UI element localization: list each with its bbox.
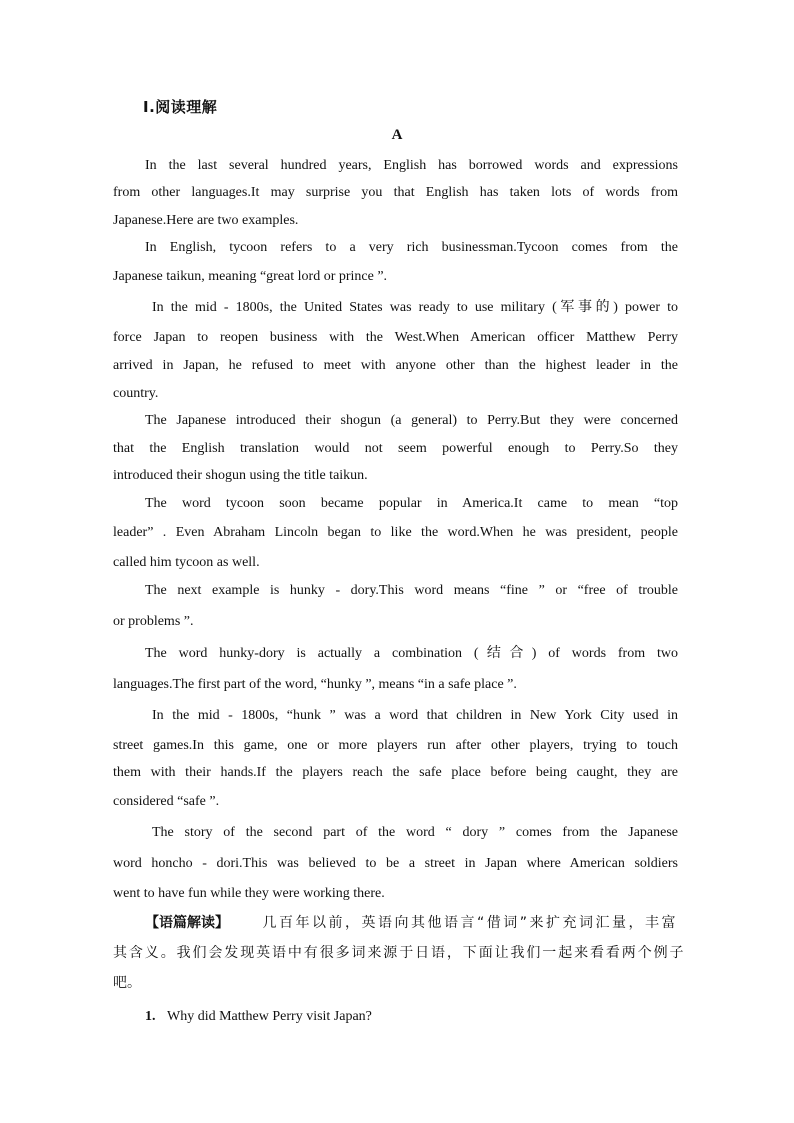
interpretation-line-3: 吧。 <box>113 975 141 991</box>
interpretation-line-2: 其含义。我们会发现英语中有很多词来源于日语，下面让我们一起来看看两个例子 <box>113 945 686 961</box>
question-1 <box>145 1008 678 1026</box>
passage-line: considered “safe ”. <box>113 794 220 809</box>
passage-line: or problems ”. <box>113 614 194 629</box>
interpretation-line-1 <box>145 914 678 932</box>
question-text: Why did Matthew Perry visit Japan? <box>167 1009 372 1024</box>
passage-line: word honcho - dori.This was believed to be a street in Japan where American soldiers <box>113 856 678 871</box>
passage-line: went to have fun while they were working there. <box>113 886 385 901</box>
passage-line: force Japan to reopen business with the West.When American officer Matthew Perry <box>113 330 678 345</box>
passage-letter: A <box>391 127 403 143</box>
interpretation-label: 【语篇解读】 <box>145 915 229 931</box>
passage-line: that the English translation would not seem powerful enough to Perry.So they <box>113 441 678 456</box>
interpretation-text: 几百年以前，英语向其他语言“借词”来扩充词汇量，丰富 <box>262 915 678 931</box>
passage-line: introduced their shogun using the title taikun. <box>113 468 368 483</box>
passage-line: The word tycoon soon became popular in America.It came to mean “top <box>145 496 678 511</box>
passage-line: from other languages.It may surprise you that English has taken lots of words from <box>113 185 678 200</box>
passage-line: Japanese taikun, meaning “great lord or prince ”. <box>113 269 388 284</box>
passage-line: languages.The first part of the word, “hunky ”, means “in a safe place ”. <box>113 677 517 692</box>
passage-line: called him tycoon as well. <box>113 555 260 570</box>
passage-line: In the mid - 1800s, the United States was ready to use military (军事的) power to <box>152 300 678 315</box>
passage-line: The next example is hunky - dory.This word means “fine ” or “free of trouble <box>145 583 678 598</box>
passage-line: Japanese.Here are two examples. <box>113 213 299 228</box>
passage-line: arrived in Japan, he refused to meet with anyone other than the highest leader in the <box>113 358 678 373</box>
passage-line: The word hunky-dory is actually a combination (结合) of words from two <box>145 646 678 661</box>
passage-line: them with their hands.If the players reach the safe place before being caught, they are <box>113 765 678 780</box>
passage-line: In the mid - 1800s, “hunk ” was a word that children in New York City used in <box>152 708 678 723</box>
question-number: 1. <box>145 1009 156 1024</box>
passage-line: country. <box>113 386 159 401</box>
passage-line: The Japanese introduced their shogun (a general) to Perry.But they were concerned <box>145 413 678 428</box>
passage-line: leader” . Even Abraham Lincoln began to like the word.When he was president, people <box>113 525 678 540</box>
passage-line: The story of the second part of the word “ dory ” comes from the Japanese <box>152 825 678 840</box>
passage-line: street games.In this game, one or more players run after other players, trying to touch <box>113 738 678 753</box>
passage-line: In English, tycoon refers to a very rich businessman.Tycoon comes from the <box>145 240 678 255</box>
passage-line: In the last several hundred years, English has borrowed words and expressions <box>145 158 678 173</box>
section-title: Ⅰ.阅读理解 <box>143 98 218 116</box>
